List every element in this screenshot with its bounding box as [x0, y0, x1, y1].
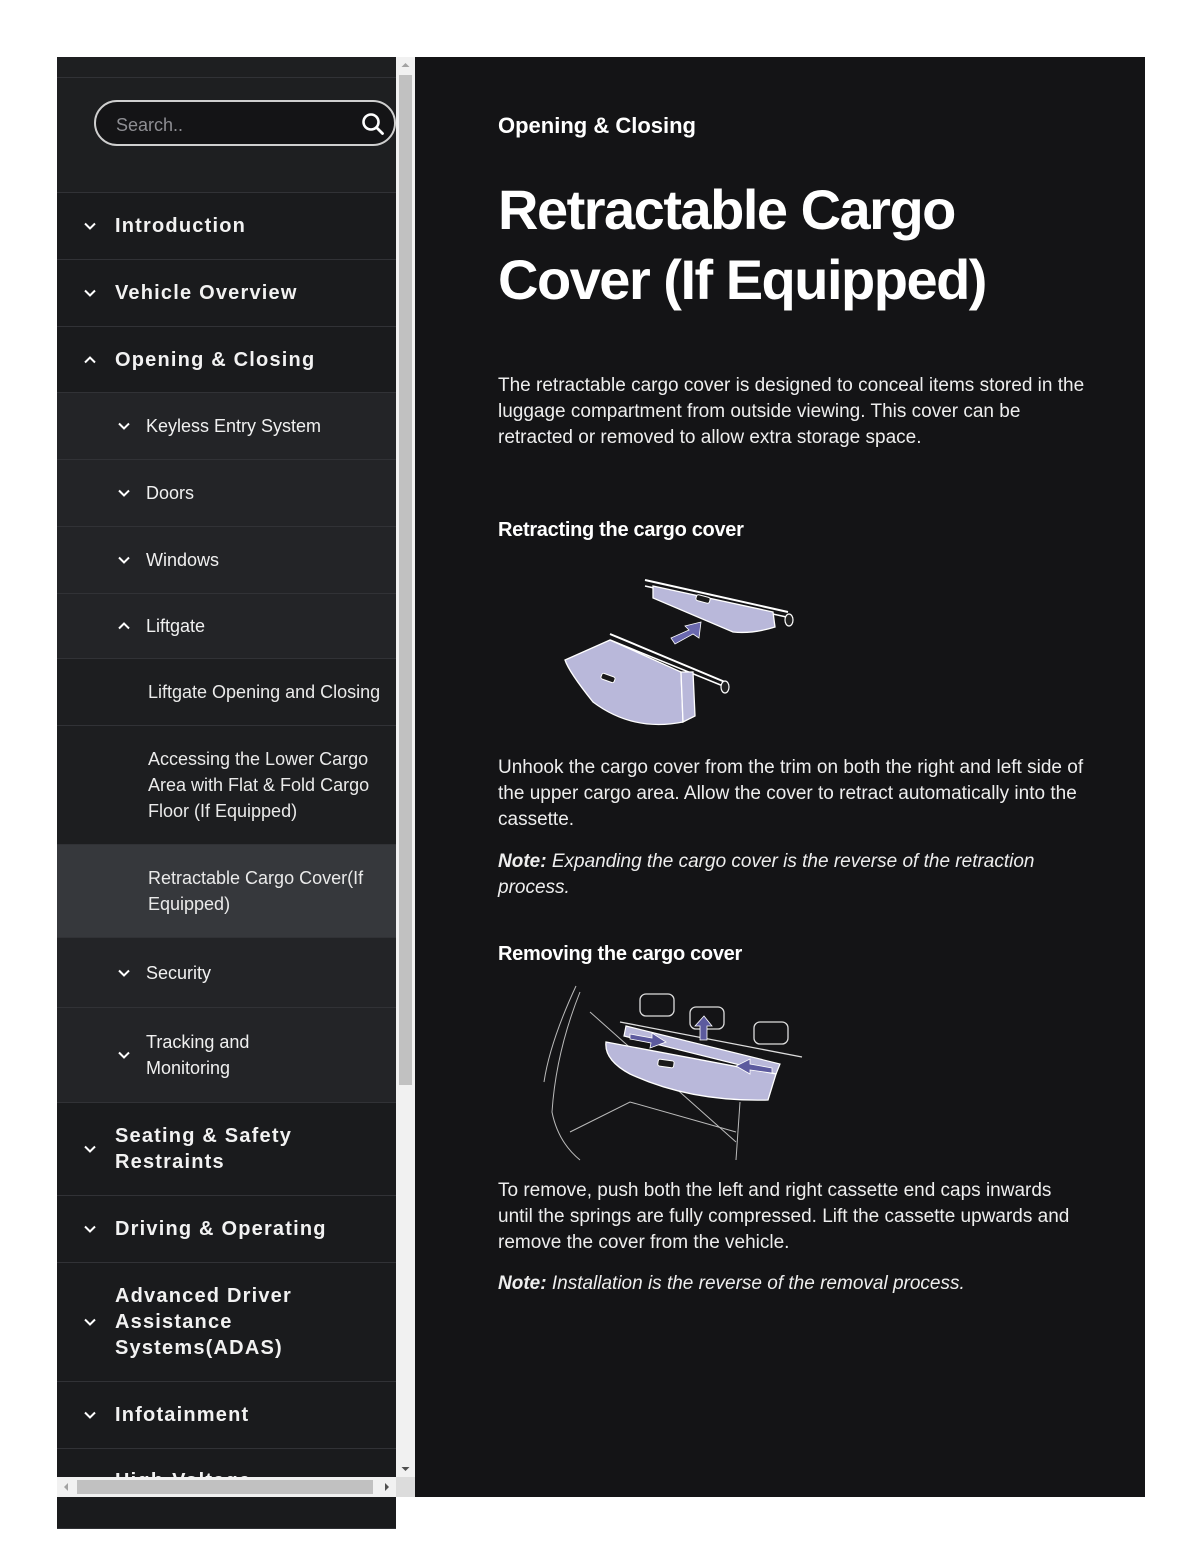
note-text: Installation is the reverse of the removal process. [551, 1273, 965, 1294]
sidebar-item-opening-closing[interactable] [57, 327, 396, 393]
chevron-down-icon [82, 1141, 98, 1157]
retracting-cover-illustration [553, 572, 813, 737]
sidebar-item-liftgate-opening[interactable] [57, 659, 396, 726]
search-area [57, 77, 396, 193]
sidebar-item-keyless-entry[interactable] [57, 393, 396, 460]
sidebar-item-lower-cargo[interactable] [57, 726, 396, 845]
scroll-left-arrow-icon[interactable] [57, 1477, 75, 1497]
search-box[interactable] [94, 100, 396, 146]
sidebar-item-adas[interactable] [57, 1263, 396, 1382]
remove-heading: Removing the cargo cover [498, 943, 742, 965]
chevron-down-icon [82, 218, 98, 234]
intro-paragraph: The retractable cargo cover is designed to conceal items stored in the luggage compartment from outside viewing. This cover can be retracted or removed to allow extra storage space. [498, 375, 1085, 448]
sidebar-item-label: Keyless Entry System [146, 416, 322, 436]
note-label: Note: [498, 1273, 547, 1294]
sidebar-content [57, 57, 396, 1477]
retract-note [498, 849, 1098, 901]
sidebar-item-label: Doors [146, 483, 195, 503]
vertical-scroll-thumb[interactable] [399, 75, 412, 1085]
chevron-down-icon [116, 552, 132, 568]
search-input[interactable] [114, 112, 348, 138]
chevron-down-icon [82, 1221, 98, 1237]
sidebar-item-driving-operating[interactable] [57, 1196, 396, 1263]
scroll-right-arrow-icon[interactable] [378, 1477, 396, 1497]
remove-paragraph: To remove, push both the left and right cassette end caps inwards until the springs are fully compressed. Lift the cassette upwards and remove the cover from the vehicle. [498, 1180, 1070, 1253]
search-icon[interactable] [360, 111, 386, 137]
chevron-down-icon [82, 285, 98, 301]
sidebar-item-label: Retractable Cargo Cover(If Equipped) [148, 868, 364, 914]
scroll-down-arrow-icon[interactable] [396, 1461, 415, 1477]
horizontal-scroll-thumb[interactable] [77, 1480, 373, 1494]
note-text: Expanding the cargo cover is the reverse of the retraction process. [498, 851, 1035, 898]
sidebar-item-label: Advanced Driver Assistance Systems(ADAS) [115, 1285, 292, 1359]
scrollbar-corner [396, 1477, 415, 1497]
note-label: Note: [498, 851, 547, 872]
retract-paragraph: Unhook the cargo cover from the trim on both the right and left side of the upper cargo area. Allow the cover to retract automatically into the cassette. [498, 757, 1084, 830]
main-content [415, 57, 1145, 1497]
sidebar-item-vehicle-overview[interactable] [57, 260, 396, 327]
chevron-down-icon [82, 1314, 98, 1330]
sidebar-item-seating-safety[interactable] [57, 1103, 396, 1196]
sidebar-item-liftgate[interactable] [57, 594, 396, 659]
sidebar-item-label: Infotainment [115, 1404, 250, 1426]
vertical-scrollbar[interactable] [396, 57, 415, 1477]
sidebar-item-label: Liftgate Opening and Closing [148, 682, 381, 702]
sidebar-item-windows[interactable] [57, 527, 396, 594]
remove-note [498, 1271, 1098, 1297]
chevron-down-icon [82, 1407, 98, 1423]
removing-cover-illustration [540, 982, 810, 1162]
sidebar-item-label: Accessing the Lower Cargo Area with Flat & Fold Cargo Floor (If Equipped) [148, 749, 370, 821]
sidebar-item-label: Security [146, 962, 212, 983]
chevron-down-icon [116, 485, 132, 501]
sidebar-item-label: Vehicle Overview [115, 282, 298, 304]
sidebar-item-label: Seating & Safety Restraints [115, 1125, 293, 1173]
horizontal-scrollbar[interactable] [57, 1477, 396, 1497]
sidebar-item-doors[interactable] [57, 460, 396, 527]
retract-heading: Retracting the cargo cover [498, 519, 744, 541]
scroll-up-arrow-icon[interactable] [396, 57, 415, 73]
sidebar-item-tracking[interactable] [57, 1008, 396, 1103]
page-title: Retractable Cargo Cover (If Equipped) [498, 178, 986, 311]
chevron-up-icon [82, 352, 98, 368]
sidebar-item-label: Windows [146, 550, 220, 570]
sidebar-item-label: Opening & Closing [115, 348, 316, 371]
sidebar-item-label: Driving & Operating [115, 1218, 327, 1240]
sidebar-item-label: Introduction [115, 215, 247, 237]
sidebar-nav [57, 57, 415, 1497]
chevron-up-icon [116, 618, 132, 634]
sidebar-item-security[interactable] [57, 938, 396, 1008]
sidebar-item-retractable-cover[interactable] [57, 845, 396, 938]
chevron-down-icon [116, 965, 132, 981]
sidebar-item-label: Tracking and Monitoring [146, 1032, 250, 1078]
chevron-down-icon [116, 418, 132, 434]
sidebar-item-infotainment[interactable] [57, 1382, 396, 1449]
section-label: Opening & Closing [498, 113, 696, 138]
sidebar-item-label: Liftgate [146, 616, 206, 636]
sidebar-item-introduction[interactable] [57, 193, 396, 260]
chevron-down-icon [116, 1047, 132, 1063]
